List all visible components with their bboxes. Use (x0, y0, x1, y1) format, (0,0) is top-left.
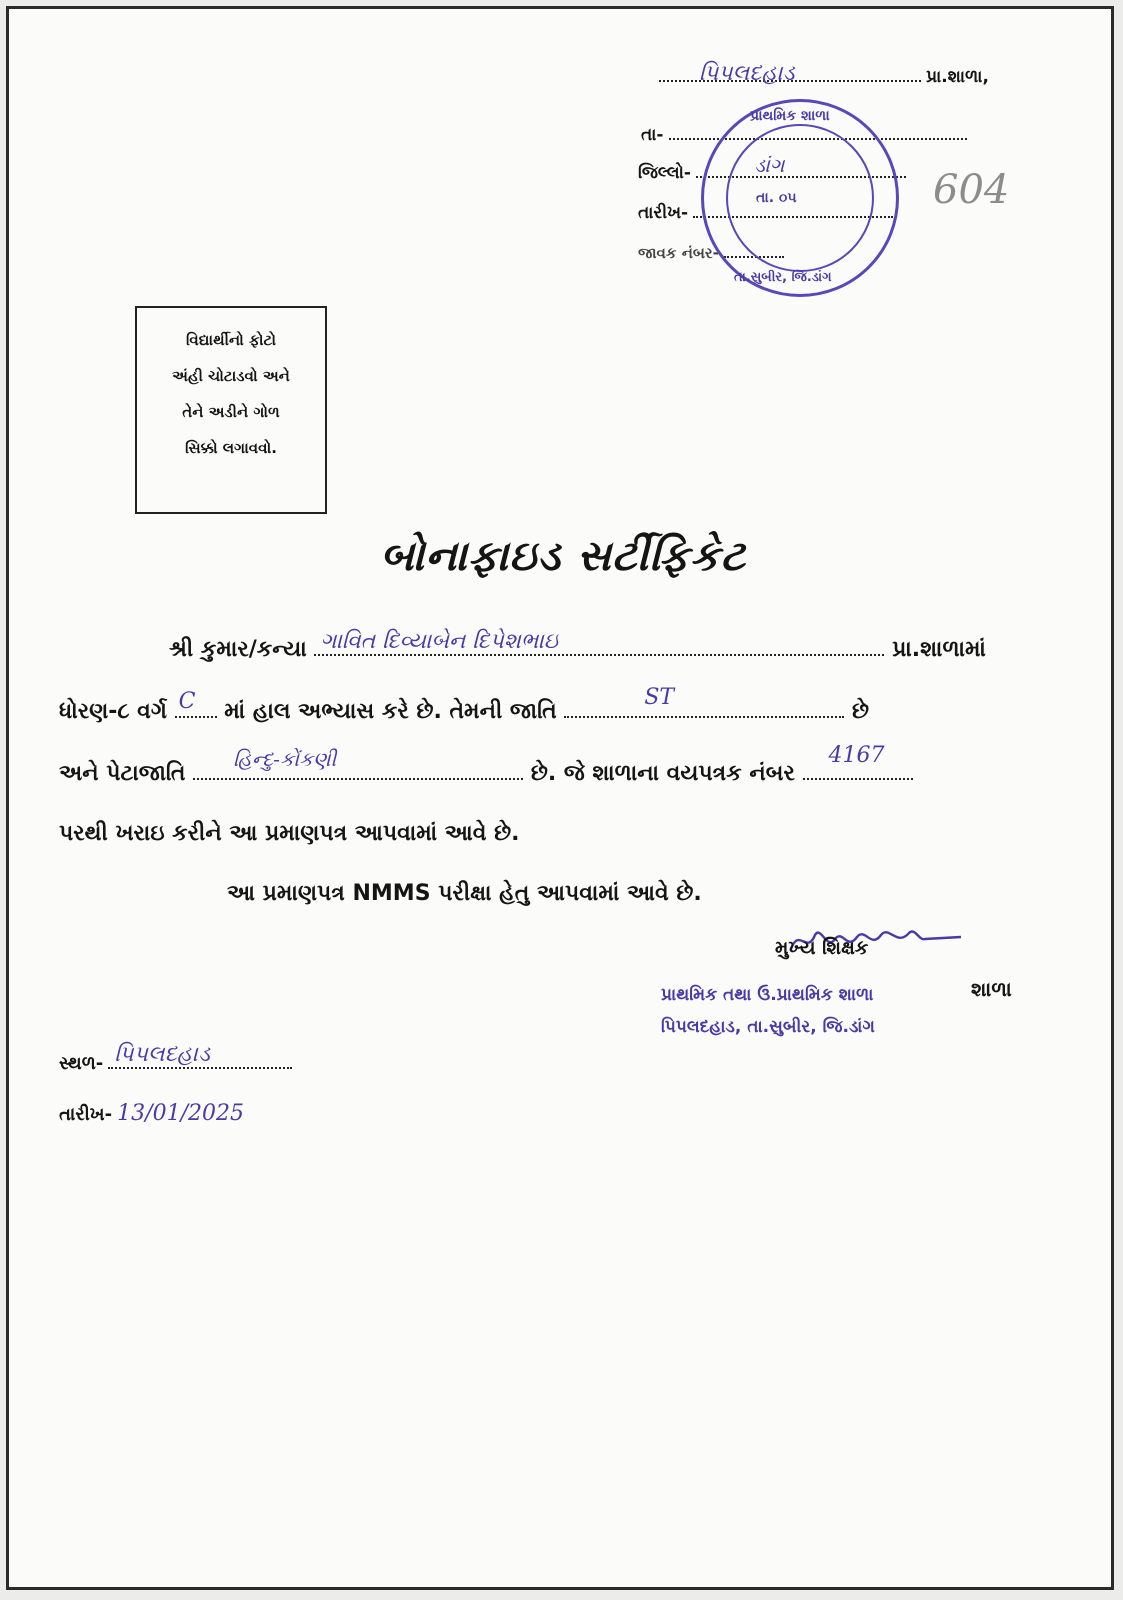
certificate-title: બોનાફાઇડ સર્ટીફિકેટ (380, 531, 746, 580)
header-district-label: જિલ્લો- (638, 163, 691, 183)
photo-box-line: તેને અડીને ગોળ (182, 403, 280, 421)
school-round-stamp (701, 99, 899, 297)
line3-mid: છે. જે શાળાના વયપત્રક નંબર (530, 761, 795, 786)
stamp-bottom-text: તા.સુબીર, જિ.ડાંગ (734, 270, 832, 285)
body-line-4: પરથી ખરાઇ કરીને આ પ્રમાણપત્ર આપવામાં આવે છે. (59, 821, 520, 846)
signature-stamp-line-2: પિપલદહાડ, તા.સુબીર, જિ.ડાંગ (661, 1017, 875, 1037)
header-school-suffix: પ્રા.શાળા, (926, 67, 989, 87)
header-outward-label: જાવક નંબર- (638, 244, 719, 262)
body-line-3 (59, 743, 913, 786)
body-line-1 (169, 629, 986, 662)
stamp-top-text: પ્રાથમિક શાળા (750, 108, 830, 124)
header-date-label: તારીખ- (638, 203, 689, 223)
certificate-sheet (6, 6, 1114, 1590)
header-school-line (659, 61, 989, 87)
header-taluka-label: તા- (641, 125, 664, 145)
line2-mid: માં હાલ અભ્યાસ કરે છે. તેમની જાતિ (224, 699, 557, 724)
footer-place-line (59, 1042, 292, 1074)
student-photo-box (135, 306, 327, 514)
body-line-2 (59, 685, 870, 724)
principal-designation: મુખ્ય શિક્ષક (775, 937, 869, 959)
line3-prefix: અને પેટાજાતિ (59, 761, 186, 786)
header-district-handwritten: ડાંગ (754, 153, 785, 177)
place-label: સ્થળ- (59, 1053, 104, 1074)
place-value: પિપલદહાડ (114, 1042, 210, 1067)
line1-suffix: પ્રા.શાળામાં (892, 637, 986, 662)
date-value: 13/01/2025 (117, 1101, 244, 1126)
header-school-handwritten: પિપલદહાડ (699, 61, 795, 86)
line2-suffix: છે (852, 699, 870, 724)
footer-date-line (59, 1101, 244, 1126)
line1-prefix: શ્રી કુમાર/કન્યા (169, 637, 307, 662)
line2-prefix: ધોરણ-૮ વર્ગ (59, 699, 167, 724)
register-number: 4167 (828, 743, 885, 768)
header-outward-number: 604 (933, 167, 1010, 213)
photo-box-line: વિદ્યાર્થીનો ફોટો (186, 331, 276, 349)
signature-stamp-line-1: પ્રાથમિક તથા ઉ.પ્રાથમિક શાળા (661, 985, 874, 1005)
caste-value: ST (644, 685, 675, 710)
signature-school-suffix: શાળા (971, 977, 1012, 1001)
photo-box-line: સિક્કો લગાવવો. (185, 439, 277, 457)
body-line-5: આ પ્રમાણપત્ર NMMS પરીક્ષા હેતુ આપવામાં આવે છે. (227, 881, 702, 906)
division-value: C (178, 689, 196, 714)
subcaste-value: હિન્દુ-કોંકણી (233, 747, 337, 771)
date-label: તારીખ- (59, 1104, 113, 1125)
student-name: ગાવિત દિવ્યાબેન દિપેશભાઇ (320, 629, 558, 654)
photo-box-line: અંહી ચોટાડવો અને (172, 367, 290, 385)
stamp-inner-text: તા. ૦૫ (756, 190, 797, 206)
